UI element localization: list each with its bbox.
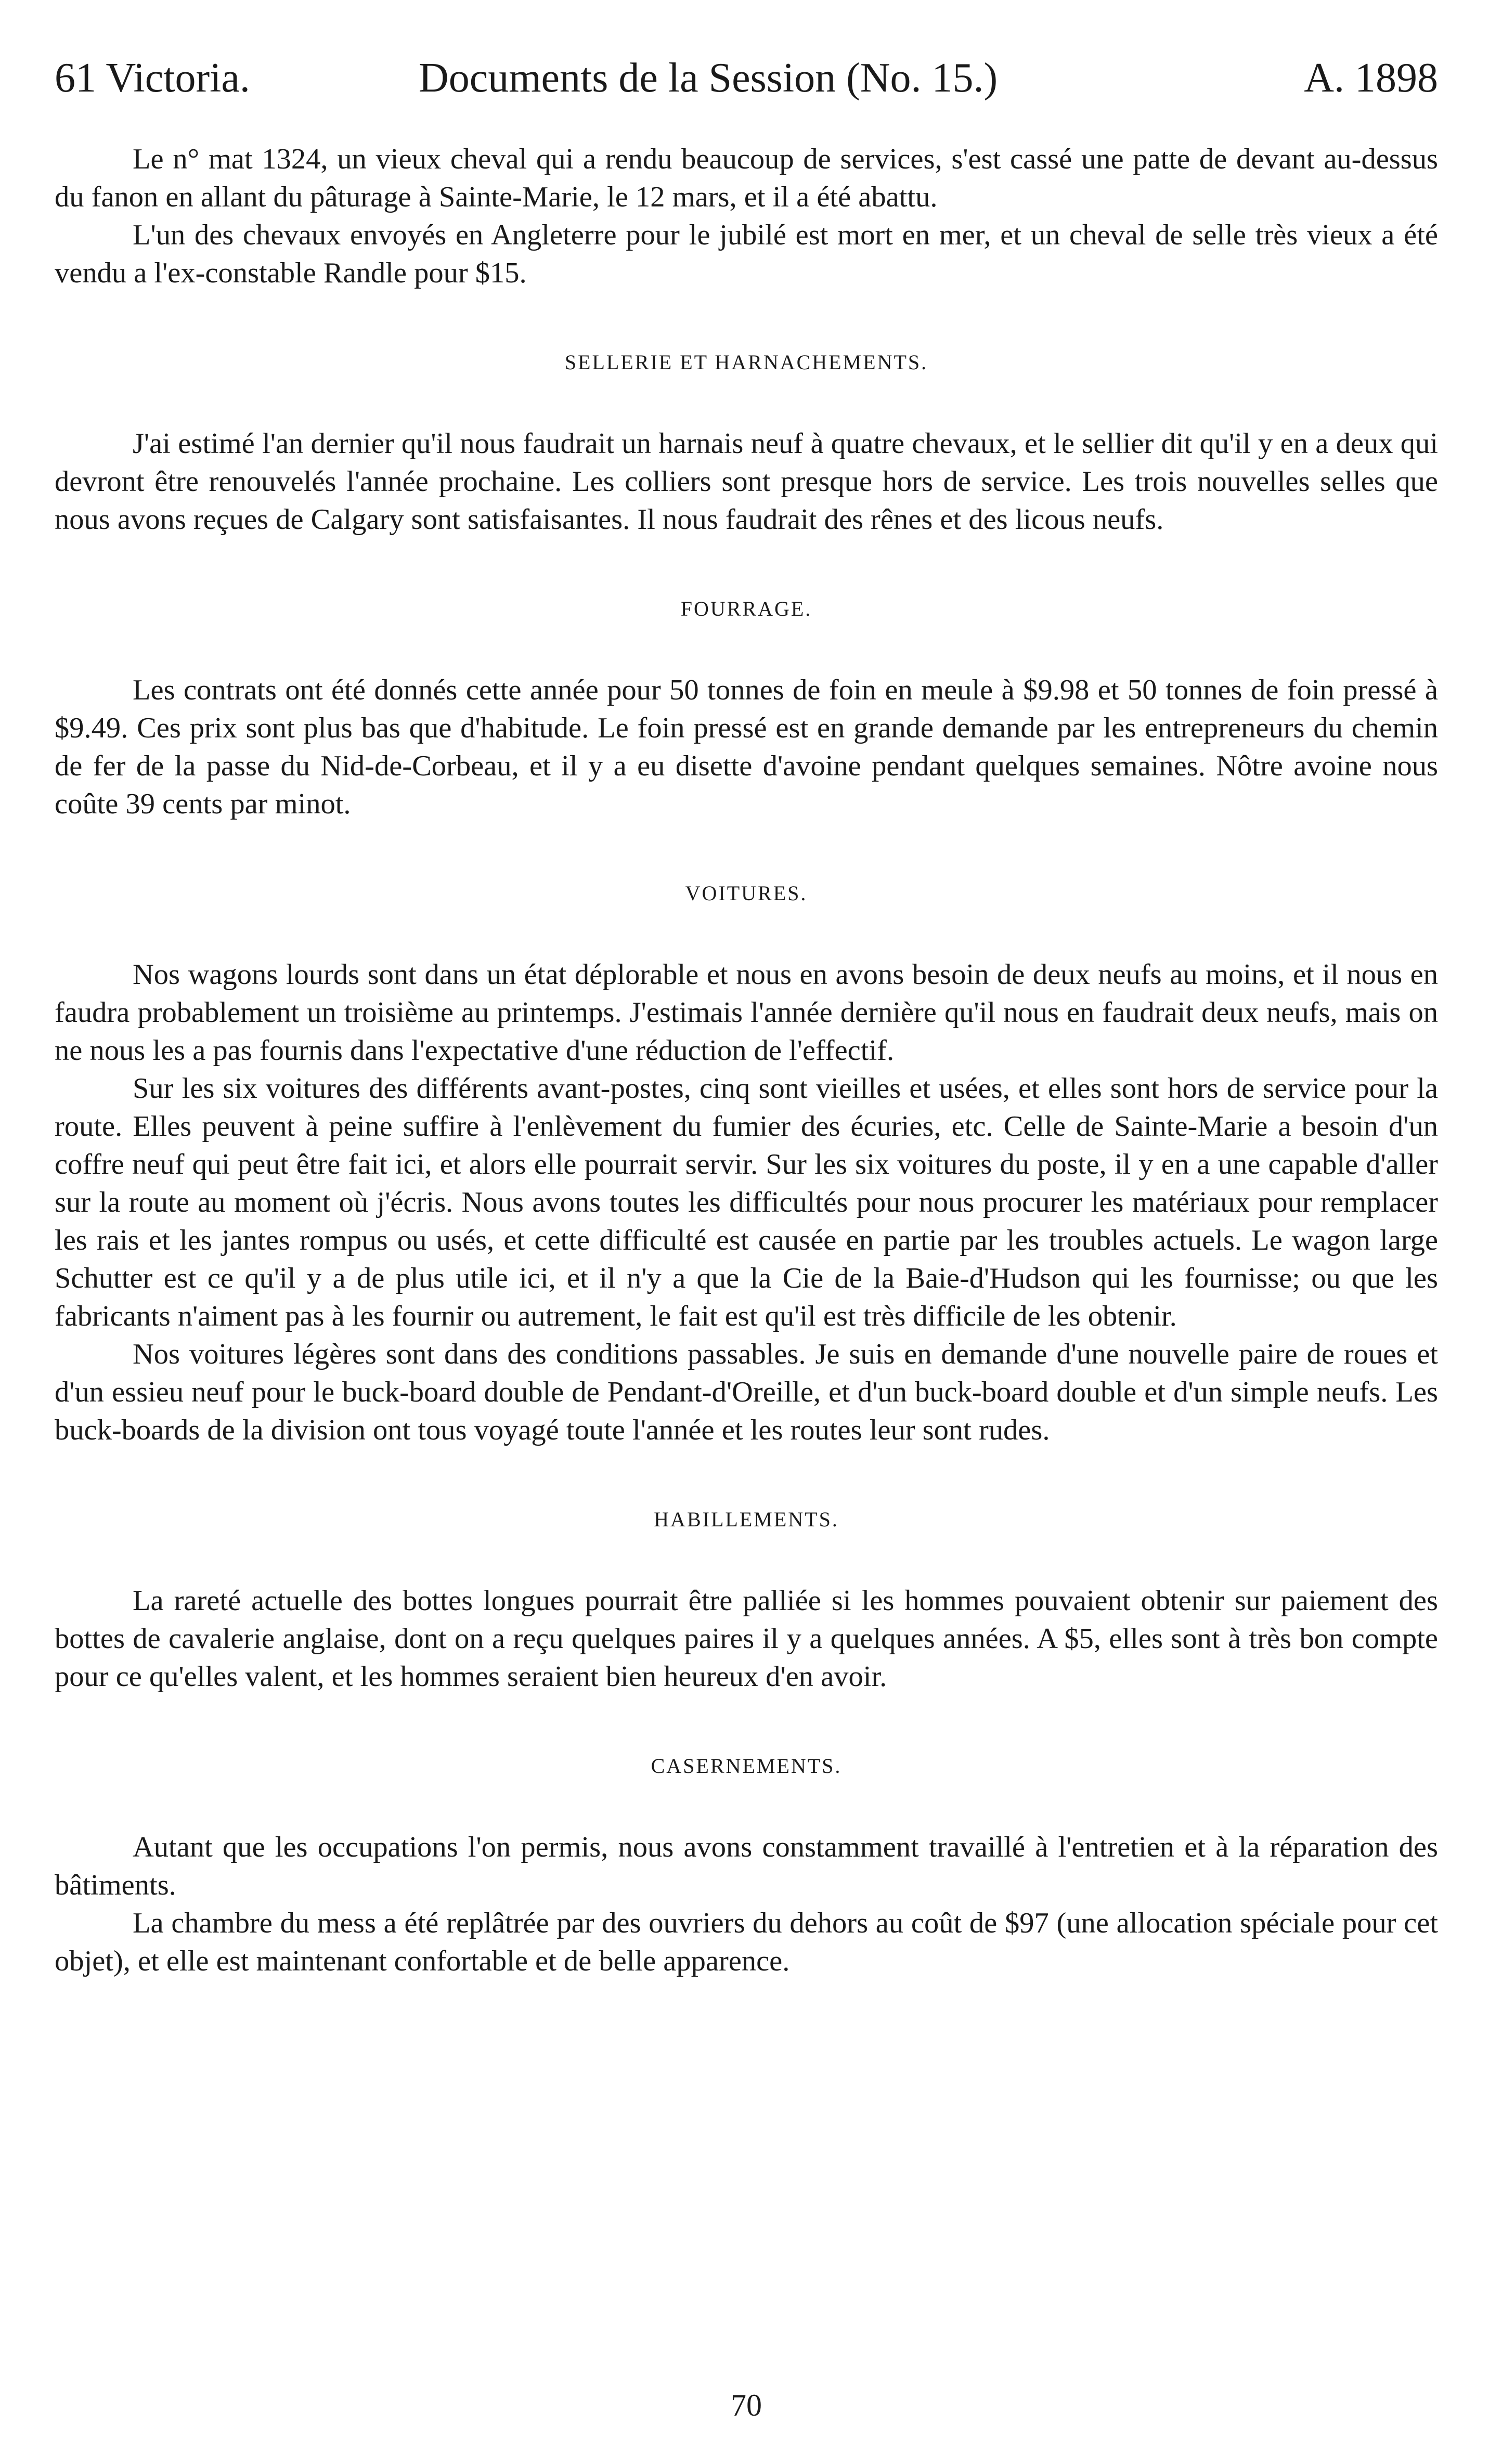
section-habillements — [55, 1507, 1438, 1696]
document-page — [55, 49, 1438, 2422]
paragraph: La chambre du mess a été replâtrée par des ouvriers du dehors au coût de $97 (une allocation spéciale pour cet objet), et elle est maintenant confortable et de belle apparence. — [55, 1907, 1438, 1977]
paragraph: L'un des chevaux envoyés en Angleterre pour le jubilé est mort en mer, et un cheval de selle très vieux a été vendu a l'ex-constable Randle pour $15. — [55, 219, 1438, 289]
paragraph: Nos wagons lourds sont dans un état déplorable et nous en avons besoin de deux neufs au moins, et il nous en faudra probablement un troisième au printemps. J'estimais l'année dernière qu'il nous en faudrait deux neufs, mais on ne nous les a pas fournis dans l'expectative d'une réduction de l'effectif. — [55, 958, 1438, 1067]
running-header — [55, 49, 1438, 107]
paragraph: Sur les six voitures des différents avant-postes, cinq sont vieilles et usées, et elles sont hors de service pour la route. Elles peuvent à peine suffire à l'enlèvement du fumier des écuries, etc. Celle de Sainte-Marie a besoin d'un coffre neuf qui peut être fait ici, et alors elle pourrait servir. Sur les six voitures du poste, il y en a une capable d'aller sur la route au moment où j'écris. Nous avons toutes les difficultés pour nous procurer les matériaux pour remplacer les rais et les jantes rompus ou usés, et cette difficulté est causée en partie par les troubles actuels. Le wagon large Schutter est ce qu'il y a de plus utile ici, et il n'y a que la Cie de la Baie-d'Hudson qui les fournisse; ou que les fabricants n'aiment pas à les fournir ou autrement, le fait est qu'il est très difficile de les obtenir. — [55, 1072, 1438, 1332]
header-year: A. 1898 — [1304, 55, 1438, 101]
section-fourrage — [55, 596, 1438, 823]
paragraph: J'ai estimé l'an dernier qu'il nous faudrait un harnais neuf à quatre chevaux, et le sellier dit qu'il y en a deux qui devront être renouvelés l'année prochaine. Les colliers sont presque hors de service. Les trois nouvelles selles que nous avons reçues de Calgary sont satisfaisantes. Il nous faudrait des rênes et des licous neufs. — [55, 427, 1438, 536]
section-voitures — [55, 880, 1438, 1449]
opening-section — [55, 140, 1438, 292]
paragraph: Autant que les occupations l'on permis, nous avons constamment travaillé à l'entretien et à la réparation des bâtiments. — [55, 1831, 1438, 1901]
section-heading: CASERNEMENTS. — [651, 1754, 842, 1778]
section-heading: VOITURES. — [685, 881, 808, 905]
paragraph: La rareté actuelle des bottes longues pourrait être palliée si les hommes pouvaient obtenir sur paiement des bottes de cavalerie anglaise, dont on a reçu quelques paires il y a quelques années. A $5, elles sont à très bon compte pour ce qu'elles valent, et les hommes seraient bien heureux d'en avoir. — [55, 1585, 1438, 1693]
section-heading: HABILLEMENTS. — [654, 1508, 839, 1531]
section-sellerie — [55, 349, 1438, 539]
paragraph: Les contrats ont été donnés cette année pour 50 tonnes de foin en meule à $9.98 et 50 tonnes de foin pressé à $9.49. Ces prix sont plus bas que d'habitude. Le foin pressé est en grande demande par les entrepreneurs du chemin de fer de la passe du Nid-de-Corbeau, et il y a eu disette d'avoine pendant quelques semaines. Nôtre avoine nous coûte 39 cents par minot. — [55, 674, 1438, 820]
body-text — [55, 140, 1438, 1980]
header-publication-title: Documents de la Session (No. 15.) — [419, 55, 998, 101]
header-regnal-year: 61 Victoria. — [55, 55, 250, 101]
paragraph: Nos voitures légères sont dans des conditions passables. Je suis en demande d'une nouvelle paire de roues et d'un essieu neuf pour le buck-board double de Pendant-d'Oreille, et d'un buck-board double et d'un simple neufs. Les buck-boards de la division ont tous voyagé toute l'année et les routes leur sont rudes. — [55, 1338, 1438, 1446]
section-casernements — [55, 1753, 1438, 1980]
paragraph: Le n° mat 1324, un vieux cheval qui a rendu beaucoup de services, s'est cassé une patte de devant au-dessus du fanon en allant du pâturage à Sainte-Marie, le 12 mars, et il a été abattu. — [55, 143, 1438, 213]
page-number: 70 — [731, 2388, 762, 2422]
section-heading: SELLERIE ET HARNACHEMENTS. — [564, 351, 928, 374]
section-heading: FOURRAGE. — [680, 597, 812, 620]
